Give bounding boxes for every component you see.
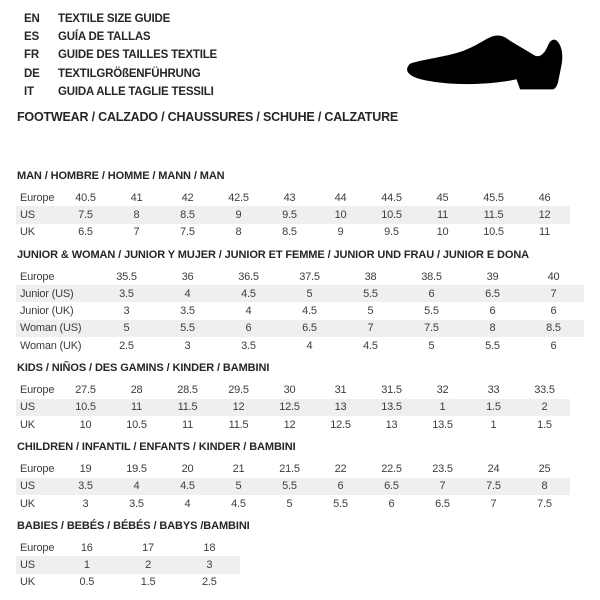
- size-cell: 22.5: [381, 462, 402, 475]
- size-cell: 1.5: [537, 418, 552, 431]
- size-cell: 11: [417, 206, 468, 223]
- size-cell: 8.5: [523, 320, 584, 337]
- size-cell: 6: [388, 497, 395, 510]
- size-cell: 45.5: [483, 191, 504, 204]
- category-title: FOOTWEAR / CALZADO / CHAUSSURES / SCHUHE / CALZATURE: [17, 110, 399, 124]
- size-cell: 11: [111, 399, 162, 416]
- size-cell: 8.5: [162, 206, 213, 223]
- size-cell: 7.5: [60, 206, 111, 223]
- table-row: [16, 302, 584, 319]
- size-cell: 43: [283, 191, 296, 204]
- size-cell: 44: [334, 191, 347, 204]
- size-cell: 1.5: [468, 399, 519, 416]
- language-label: TEXTILGRÖßENFÜHRUNG: [58, 67, 201, 80]
- size-cell: 9: [213, 206, 264, 223]
- size-cell: 9.5: [264, 206, 315, 223]
- size-cell: 13: [385, 418, 398, 431]
- size-cell: 10.5: [126, 418, 147, 431]
- size-cell: 17: [142, 541, 154, 554]
- size-cell: 10: [315, 206, 366, 223]
- size-cell: 28.5: [177, 384, 198, 397]
- language-code: ES: [24, 31, 39, 44]
- language-row: [24, 28, 217, 46]
- size-section: [16, 520, 584, 591]
- size-cell: 11: [181, 418, 194, 431]
- size-cell: 4.5: [162, 478, 213, 495]
- row-label-cell: UK: [20, 418, 35, 431]
- size-cell: 4: [184, 497, 191, 510]
- size-cell: 6: [489, 305, 496, 318]
- size-cell: 41: [130, 191, 143, 204]
- size-cell: 7.5: [180, 226, 195, 239]
- size-cell: 2: [117, 556, 178, 573]
- size-section: [16, 362, 584, 433]
- size-cell: 5.5: [424, 305, 439, 318]
- size-cell: 10.5: [60, 399, 111, 416]
- size-cell: 12: [519, 206, 570, 223]
- size-cell: 5: [279, 285, 340, 302]
- size-cell: 12: [283, 418, 296, 431]
- size-cell: 10.5: [366, 206, 417, 223]
- size-cell: 9.5: [384, 226, 399, 239]
- row-label-cell: Junior (US): [16, 285, 96, 302]
- size-cell: 8: [111, 206, 162, 223]
- size-cell: 38.5: [421, 270, 442, 283]
- size-cell: 8: [462, 320, 523, 337]
- size-cell: 3.5: [129, 497, 144, 510]
- size-cell: 33: [487, 384, 500, 397]
- size-cell: 36: [181, 270, 194, 283]
- row-label-cell: Europe: [20, 384, 55, 397]
- row-label-cell: UK: [20, 497, 35, 510]
- size-table: [16, 189, 584, 241]
- size-cell: 11: [538, 226, 551, 239]
- size-cell: 3.5: [96, 285, 157, 302]
- row-label-cell: Europe: [20, 462, 55, 475]
- size-cell: 45: [436, 191, 449, 204]
- size-cell: 5: [428, 339, 435, 352]
- size-cell: 4: [245, 305, 252, 318]
- language-code: EN: [24, 13, 40, 25]
- language-code: FR: [24, 49, 39, 62]
- size-cell: 35.5: [116, 270, 137, 283]
- size-cell: 4.5: [302, 305, 317, 318]
- table-row: [16, 399, 584, 416]
- size-tables: [16, 170, 584, 599]
- size-cell: 10.5: [483, 226, 504, 239]
- size-cell: 12.5: [264, 399, 315, 416]
- size-cell: 3.5: [180, 305, 195, 318]
- row-label-cell: UK: [20, 226, 35, 239]
- row-label-cell: Junior (UK): [20, 305, 74, 318]
- size-cell: 12.5: [330, 418, 351, 431]
- row-label-cell: Woman (US): [16, 320, 96, 337]
- size-cell: 31: [334, 384, 347, 397]
- size-cell: 32: [436, 384, 449, 397]
- size-cell: 8: [519, 478, 570, 495]
- size-cell: 3: [179, 556, 240, 573]
- size-cell: 3: [184, 339, 191, 352]
- size-cell: 6.5: [78, 226, 93, 239]
- size-cell: 5.5: [157, 320, 218, 337]
- language-label: GUÍA DE TALLAS: [58, 31, 151, 44]
- table-row: [16, 556, 240, 573]
- size-cell: 6.5: [435, 497, 450, 510]
- size-cell: 8.5: [282, 226, 297, 239]
- table-row: [16, 416, 584, 433]
- size-cell: 5.5: [485, 339, 500, 352]
- size-cell: 24: [487, 462, 500, 475]
- size-cell: 11.5: [468, 206, 519, 223]
- size-cell: 6: [550, 305, 557, 318]
- size-cell: 5: [96, 320, 157, 337]
- size-cell: 9: [337, 226, 344, 239]
- size-cell: 3.5: [60, 478, 111, 495]
- table-title: JUNIOR & WOMAN / JUNIOR Y MUJER / JUNIOR ET FEMME / JUNIOR UND FRAU / JUNIOR E DONA: [17, 248, 530, 261]
- size-cell: 33.5: [534, 384, 555, 397]
- size-cell: 11.5: [162, 399, 213, 416]
- table-row: [16, 189, 584, 206]
- language-label: GUIDA ALLE TAGLIE TESSILI: [58, 85, 214, 98]
- size-cell: 2: [519, 399, 570, 416]
- size-cell: 10: [79, 418, 92, 431]
- table-row: [16, 224, 584, 241]
- row-label-cell: US: [16, 206, 60, 223]
- size-cell: 7: [523, 285, 584, 302]
- size-cell: 16: [80, 541, 93, 554]
- size-cell: 7: [417, 478, 468, 495]
- size-cell: 5.5: [340, 285, 401, 302]
- size-cell: 13: [315, 399, 366, 416]
- row-label-cell: Europe: [20, 191, 55, 204]
- size-table: [16, 268, 584, 354]
- size-cell: 40: [547, 270, 560, 283]
- size-cell: 23.5: [432, 462, 453, 475]
- dress-shoe-icon: [397, 27, 590, 105]
- size-cell: 7.5: [537, 497, 552, 510]
- size-cell: 1: [417, 399, 468, 416]
- language-row: [24, 10, 217, 28]
- size-cell: 7.5: [468, 478, 519, 495]
- size-cell: 2.5: [202, 576, 217, 589]
- table-row: [16, 539, 240, 556]
- size-cell: 39: [486, 270, 499, 283]
- size-cell: 4: [157, 285, 218, 302]
- size-cell: 13.5: [432, 418, 453, 431]
- row-label-cell: UK: [20, 576, 35, 589]
- size-cell: 46: [538, 191, 551, 204]
- table-row: [16, 337, 584, 354]
- size-cell: 6.5: [279, 320, 340, 337]
- table-title: CHILDREN / INFANTIL / ENFANTS / KINDER / BAMBINI: [17, 441, 296, 454]
- size-section: [16, 170, 584, 241]
- table-row: [16, 285, 584, 302]
- table-row: [16, 381, 584, 398]
- language-row: [24, 46, 217, 64]
- row-label-cell: US: [16, 399, 60, 416]
- row-label-cell: Europe: [20, 541, 55, 554]
- row-label-cell: Europe: [20, 270, 55, 283]
- table-row: [16, 495, 584, 512]
- language-row: [24, 65, 217, 83]
- size-cell: 10: [436, 226, 449, 239]
- row-label-cell: US: [16, 478, 60, 495]
- size-cell: 7: [340, 320, 401, 337]
- size-cell: 6: [218, 320, 279, 337]
- language-label: TEXTILE SIZE GUIDE: [58, 13, 171, 25]
- size-cell: 29.5: [228, 384, 249, 397]
- size-cell: 6: [550, 339, 557, 352]
- size-cell: 22: [334, 462, 347, 475]
- size-table: [16, 460, 584, 512]
- size-section: [16, 249, 584, 354]
- size-cell: 5: [286, 497, 293, 510]
- size-cell: 6.5: [366, 478, 417, 495]
- size-cell: 4: [111, 478, 162, 495]
- size-cell: 2.5: [119, 339, 134, 352]
- size-cell: 12: [213, 399, 264, 416]
- size-cell: 7: [133, 226, 140, 239]
- size-cell: 27.5: [75, 384, 96, 397]
- table-row: [16, 206, 584, 223]
- size-table: [16, 539, 240, 591]
- size-cell: 3.5: [241, 339, 256, 352]
- size-cell: 5: [367, 305, 374, 318]
- table-title: MAN / HOMBRE / HOMME / MANN / MAN: [17, 170, 225, 182]
- size-cell: 6: [401, 285, 462, 302]
- size-cell: 44.5: [381, 191, 402, 204]
- row-label-cell: Woman (UK): [20, 339, 82, 352]
- size-cell: 19.5: [126, 462, 147, 475]
- size-table: [16, 381, 584, 433]
- table-row: [16, 320, 584, 337]
- size-cell: 1: [56, 556, 117, 573]
- table-row: [16, 574, 240, 591]
- size-cell: 4.5: [218, 285, 279, 302]
- size-cell: 36.5: [238, 270, 259, 283]
- language-code: IT: [24, 85, 34, 98]
- size-cell: 0.5: [79, 576, 95, 589]
- size-cell: 18: [203, 541, 216, 554]
- size-cell: 5.5: [333, 497, 348, 510]
- table-title: KIDS / NIÑOS / DES GAMINS / KINDER / BAMBINI: [17, 362, 270, 375]
- size-cell: 4: [306, 339, 313, 352]
- language-label: GUIDE DES TAILLES TEXTILE: [58, 49, 217, 62]
- size-cell: 28: [130, 384, 143, 397]
- size-cell: 37.5: [299, 270, 320, 283]
- size-cell: 3: [123, 305, 130, 318]
- size-cell: 11.5: [228, 418, 249, 431]
- size-cell: 13.5: [366, 399, 417, 416]
- size-cell: 31.5: [381, 384, 402, 397]
- table-row: [16, 268, 584, 285]
- size-cell: 30: [283, 384, 296, 397]
- language-row: [24, 83, 217, 101]
- language-code: DE: [24, 67, 40, 80]
- table-title: BABIES / BEBÉS / BÉBÉS / BABYS /BAMBINI: [17, 520, 250, 533]
- size-cell: 20: [181, 462, 194, 475]
- size-cell: 42.5: [228, 191, 249, 204]
- size-cell: 6.5: [462, 285, 523, 302]
- size-cell: 21: [232, 462, 245, 475]
- size-cell: 38: [364, 270, 377, 283]
- size-cell: 40.5: [75, 191, 96, 204]
- table-row: [16, 478, 584, 495]
- size-cell: 7: [490, 497, 497, 510]
- size-cell: 4.5: [363, 339, 378, 352]
- size-section: [16, 441, 584, 512]
- size-cell: 8: [235, 226, 242, 239]
- size-cell: 19: [79, 462, 92, 475]
- table-row: [16, 460, 584, 477]
- size-cell: 1.5: [140, 576, 156, 589]
- size-cell: 6: [315, 478, 366, 495]
- size-cell: 5: [213, 478, 264, 495]
- size-cell: 1: [490, 418, 497, 431]
- row-label-cell: US: [16, 556, 56, 573]
- size-cell: 7.5: [401, 320, 462, 337]
- size-cell: 3: [82, 497, 89, 510]
- size-cell: 25: [538, 462, 551, 475]
- language-list: [24, 10, 217, 101]
- size-cell: 21.5: [279, 462, 300, 475]
- size-cell: 4.5: [231, 497, 246, 510]
- size-cell: 5.5: [264, 478, 315, 495]
- size-cell: 42: [181, 191, 194, 204]
